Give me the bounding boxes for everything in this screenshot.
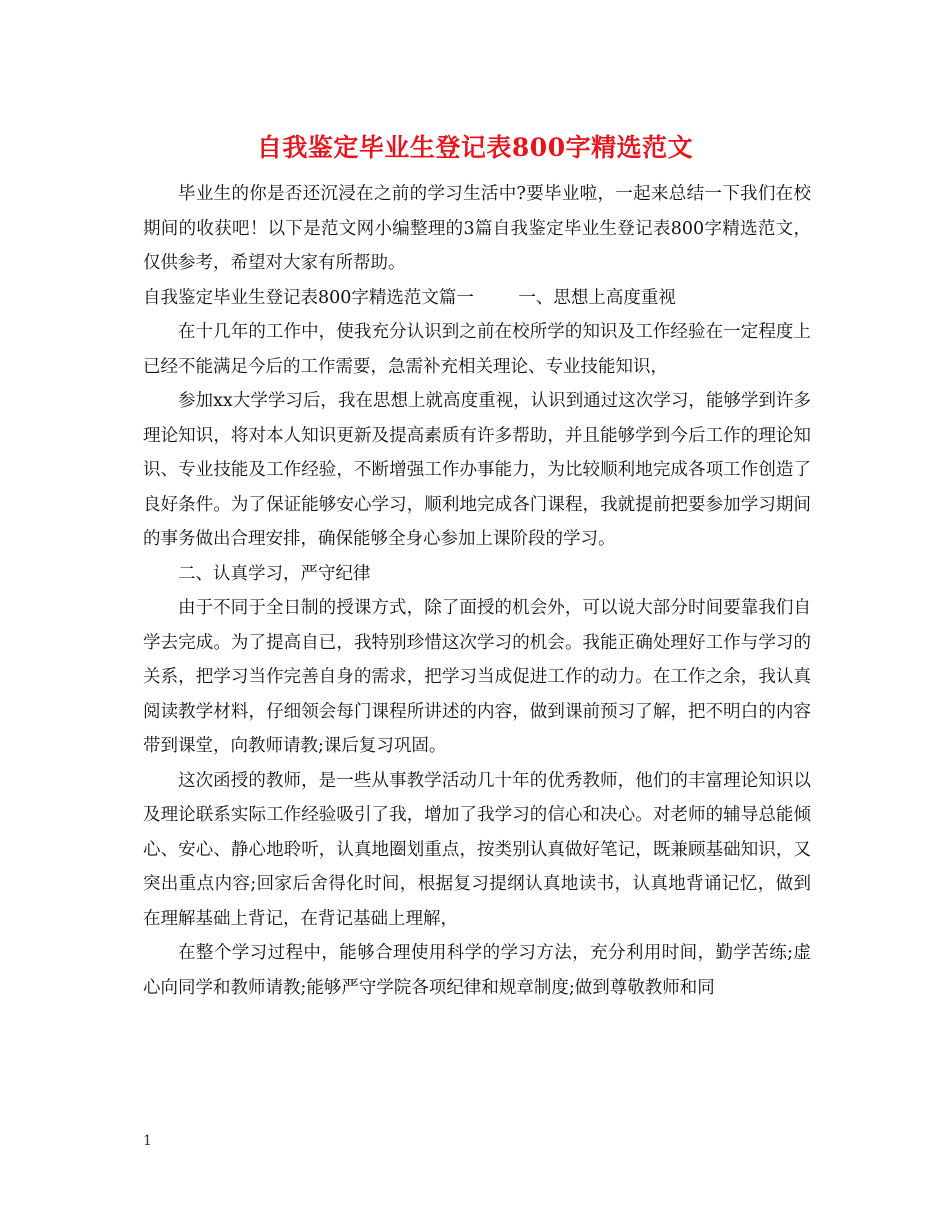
intro-paragraph: 毕业生的你是否还沉浸在之前的学习生活中?要毕业啦，一起来总结一下我们在校期间的收获吧！以下是范文网小编整理的3篇自我鉴定毕业生登记表800字精选范文，仅供参考，希望对大家有所帮助。	[143, 184, 811, 273]
paragraph-4: 这次函授的教师，是一些从事教学活动几十年的优秀教师，他们的丰富理论知识以及理论联系实际工作经验吸引了我，增加了我学习的信心和决心。对老师的辅导总能倾心、安心、静心地聆听，认真地圈划重点，按类别认真做好笔记，既兼顾基础知识，又突出重点内容;回家后舍得化时间，根据复习提纲认真地读书，认真地背诵记忆，做到在理解基础上背记，在背记基础上理解，	[143, 770, 811, 929]
document-body	[143, 177, 811, 1005]
paragraph-1: 在十几年的工作中，使我充分认识到之前在校所学的知识及工作经验在一定程度上已经不能满足今后的工作需要，急需补充相关理论、专业技能知识，	[143, 322, 811, 377]
paragraph-3: 由于不同于全日制的授课方式，除了面授的机会外，可以说大部分时间要靠我们自学去完成。为了提高自已，我特别珍惜这次学习的机会。我能正确处理好工作与学习的关系，把学习当作完善自身的需求，把学习当成促进工作的动力。在工作之余，我认真阅读教学材料，仔细领会每门课程所讲述的内容，做到课前预习了解，把不明白的内容带到课堂，向教师请教;课后复习巩固。	[143, 598, 811, 756]
page-number: 1	[143, 1133, 152, 1149]
document-title: 自我鉴定毕业生登记表800字精选范文	[256, 133, 694, 162]
section-heading-1: 一、思想上高度重视	[518, 287, 676, 308]
paragraph-5: 在整个学习过程中，能够合理使用科学的学习方法，充分利用时间，勤学苦练;虚心向同学和教师请教;能够严守学院各项纪律和规章制度;做到尊敬教师和同	[143, 943, 811, 998]
paragraph-2: 参加xx大学学习后，我在思想上就高度重视，认识到通过这次学习，能够学到许多理论知识，将对本人知识更新及提高素质有许多帮助，并且能够学到今后工作的理论知识、专业技能及工作经验，不断增强工作办事能力，为比较顺利地完成各项工作创造了良好条件。为了保证能够安心学习，顺利地完成各门课程，我就提前把要参加学习期间的事务做出合理安排，确保能够全身心参加上课阶段的学习。	[143, 391, 811, 549]
section-header-line	[143, 281, 811, 316]
section-gap	[474, 288, 519, 308]
section-heading-2: 二、认真学习，严守纪律	[178, 563, 371, 584]
section-label: 自我鉴定毕业生登记表800字精选范文篇一	[143, 287, 474, 308]
